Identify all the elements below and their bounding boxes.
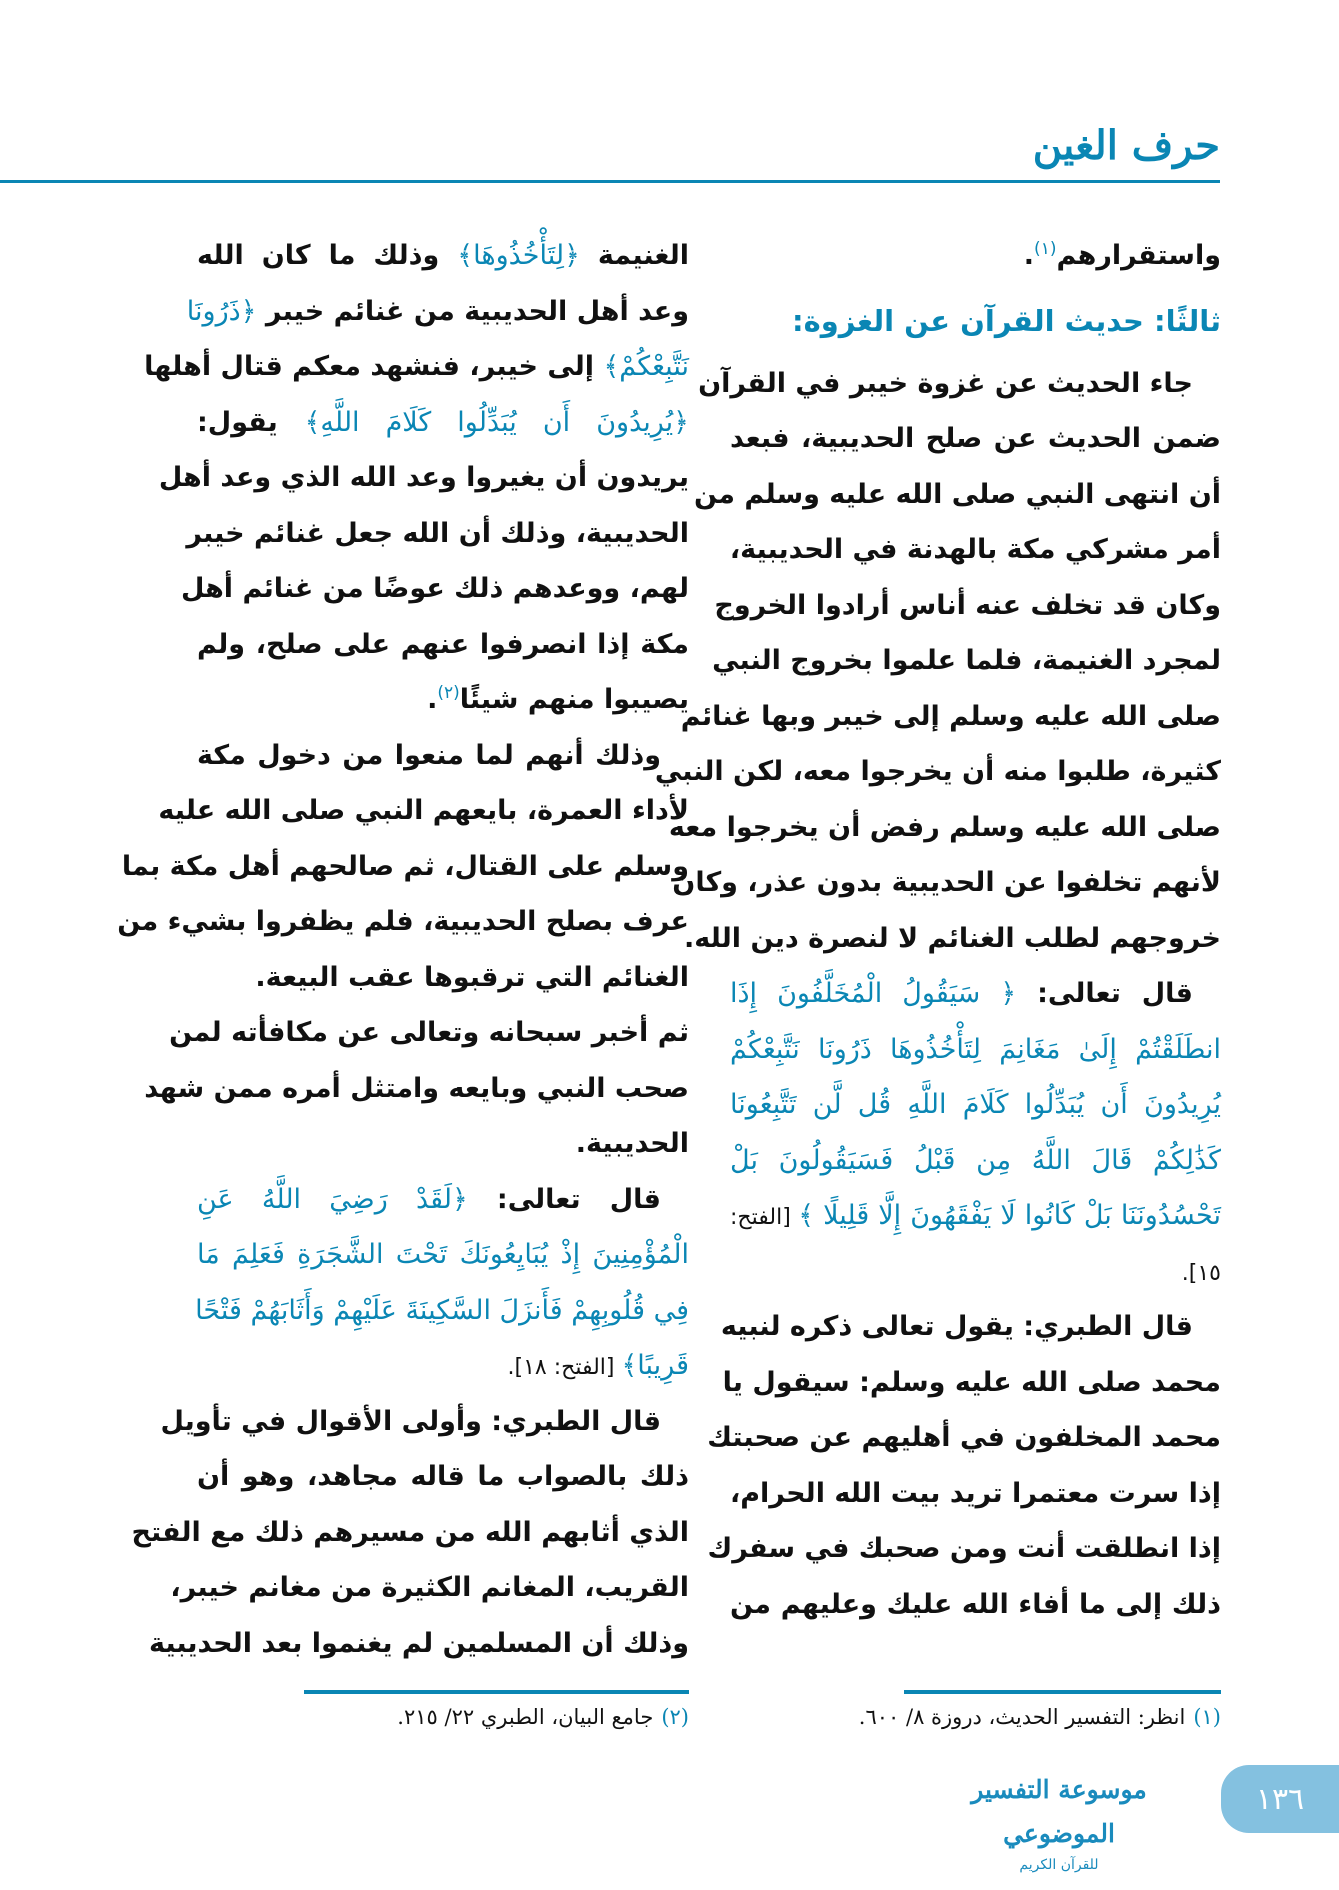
footnote-1 (859, 1705, 1221, 1729)
section-heading (730, 284, 1221, 351)
body-text: قال الطبري: وأولى الأقوال في تأويل (160, 1405, 661, 1437)
body-text: يصيبوا منهم شيئًا (459, 684, 689, 715)
text-line (169, 1005, 689, 1061)
text-line (158, 450, 689, 506)
body-text: ذلك إلى ما أفاء الله عليك وعليهم من (730, 1588, 1221, 1620)
quran-verse: الْمُؤْمِنِينَ إِذْ يُبَايِعُونَكَ تَحْتَ الشَّجَرَةِ فَعَلِمَ مَا (197, 1239, 689, 1270)
footnote-text: جامع البيان، الطبري ٢٢/ ٢١٥. (397, 1705, 654, 1729)
quran-verse: ﴿ذَرُونَا (186, 295, 257, 327)
text-line (693, 467, 1221, 523)
text-line (730, 1133, 1221, 1189)
body-text: يريدون أن يغيروا وعد الله الذي وعد أهل (158, 462, 689, 493)
quran-verse: ﴿لِتَأْخُذُوهَا﴾ (457, 240, 580, 271)
body-text: مكة إذا انصرفوا عنهم على صلح، ولم (197, 628, 689, 660)
body-text: قال تعالى: (467, 1183, 661, 1215)
text-line (158, 783, 689, 839)
body-text: وعد أهل الحديبية من غنائم خيبر (256, 295, 689, 327)
text-line (730, 1188, 1221, 1244)
body-text: . (427, 684, 438, 715)
quran-verse: قَرِيبًا﴾ (621, 1350, 689, 1381)
text-line (160, 1394, 689, 1450)
text-line (197, 950, 689, 1006)
text-line (186, 284, 689, 340)
text-line (707, 1410, 1221, 1466)
body-text: وذلك أنهم لما منعوا من دخول مكة (197, 739, 661, 771)
body-text: الحديبية، وذلك أن الله جعل غنائم خيبر (186, 517, 689, 549)
quran-verse: انطَلَقْتُمْ إِلَىٰ مَغَانِمَ لِتَأْخُذُوهَا ذَرُونَا نَتَّبِعْكُمْ (730, 1033, 1221, 1065)
body-text: الحديبية. (575, 1128, 689, 1159)
body-text: صحب النبي وبايعه وامتثل أمره ممن شهد (144, 1072, 689, 1104)
body-text: قال تعالى: (1016, 978, 1193, 1009)
body-text: ثالثًا: حديث القرآن عن الغزوة: (792, 303, 1221, 338)
body-text: خروجهم لطلب الغنائم لا لنصرة دين الله. (684, 922, 1221, 954)
text-line (197, 617, 689, 673)
body-text: لأنهم تخلفوا عن الحديبية بدون عذر، وكان (672, 867, 1221, 898)
footnote-marker: (١) (1034, 239, 1057, 259)
logo-subtitle: للقرآن الكريم (1019, 1857, 1099, 1873)
text-line (684, 911, 1221, 967)
body-text: وذلك أن المسلمين لم يغنموا بعد الحديبية (149, 1627, 689, 1659)
text-line (144, 1061, 689, 1117)
quran-verse: تَحْسُدُونَنَا بَلْ كَانُوا لَا يَفْقَهُونَ إِلَّا قَلِيلًا ﴾ (798, 1200, 1221, 1231)
text-line (197, 1449, 689, 1505)
text-line (180, 561, 689, 617)
footnote-number: (١) (1193, 1705, 1221, 1729)
body-text: وسلم على القتال، ثم صالحهم أهل مكة بما (121, 850, 689, 882)
body-text: قال الطبري: يقول تعالى ذكره لنبيه (720, 1311, 1193, 1342)
body-text: القريب، المغانم الكثيرة من مغانم خيبر، (170, 1572, 689, 1603)
text-line (730, 1077, 1221, 1133)
text-line (730, 1466, 1221, 1522)
left-column (117, 228, 689, 1671)
text-line (197, 1227, 689, 1283)
body-text: جاء الحديث عن غزوة خيبر في القرآن (698, 367, 1193, 399)
quran-verse: كَذَٰلِكُمْ قَالَ اللَّهُ مِن قَبْلُ فَسَيَقُولُونَ بَلْ (730, 1144, 1221, 1176)
footnote-marker: (٢) (437, 683, 460, 703)
page-number: ١٣٦ (1221, 1765, 1339, 1833)
text-line (730, 522, 1221, 578)
text-line (730, 1577, 1221, 1633)
body-text: محمد المخلفون في أهليهم عن صحبتك (707, 1422, 1221, 1453)
body-text: يقول: (197, 406, 305, 438)
quran-verse: فِي قُلُوبِهِمْ فَأَنزَلَ السَّكِينَةَ عَلَيْهِمْ وَأَثَابَهُمْ فَتْحًا (195, 1294, 689, 1326)
text-line (668, 800, 1221, 856)
text-line (197, 1172, 689, 1228)
quran-verse: يُرِيدُونَ أَن يُبَدِّلُوا كَلَامَ اللَّهِ قُل لَّن تَتَّبِعُونَا (730, 1089, 1221, 1120)
body-text: عرف بصلح الحديبية، فلم يظفروا بشيء من (117, 906, 689, 937)
quran-verse: نَتَّبِعْكُمْ﴾ (603, 351, 689, 382)
footnote-divider-right (904, 1690, 1221, 1694)
body-text: إذا سرت معتمرا تريد بيت الله الحرام، (730, 1477, 1221, 1509)
body-text: واستقرارهم (1056, 240, 1221, 271)
text-line (730, 228, 1221, 284)
body-text: إلى خيبر، فنشهد معكم قتال أهلها (144, 351, 604, 382)
body-text: إذا انطلقت أنت ومن صحبك في سفرك (707, 1533, 1221, 1564)
body-text: ثم أخبر سبحانه وتعالى عن مكافأته لمن (169, 1017, 689, 1048)
text-line (730, 411, 1221, 467)
text-line (654, 744, 1221, 800)
footnote-text: انظر: التفسير الحديث، دروزة ٨/ ٦٠٠. (858, 1705, 1186, 1729)
body-text: كثيرة، طلبوا منه أن يخرجوا معه، لكن النبي (654, 756, 1221, 787)
text-line (730, 966, 1221, 1022)
body-text: الغنيمة (579, 240, 689, 271)
body-text: الذي أثابهم الله من مسيرهم ذلك مع الفتح (131, 1516, 689, 1548)
text-line (121, 839, 689, 895)
text-line (117, 894, 689, 950)
verse-reference: [الفتح: ١٨]. (507, 1355, 622, 1380)
text-line (170, 1560, 689, 1616)
text-line (197, 1283, 689, 1339)
body-text: صلى الله عليه وسلم رفض أن يخرجوا معه (668, 811, 1221, 843)
text-line (197, 395, 689, 451)
body-text: لمجرد الغنيمة، فلما علموا بخروج النبي (712, 645, 1221, 676)
footnote-divider-left (304, 1690, 689, 1694)
text-line (722, 1355, 1221, 1411)
text-line (712, 633, 1221, 689)
footnote-2 (397, 1705, 689, 1729)
encyclopedia-logo (934, 1768, 1184, 1873)
body-text: ضمن الحديث عن صلح الحديبية، فبعد (730, 423, 1221, 454)
text-line (730, 1244, 1221, 1300)
body-text: الغنائم التي ترقبوها عقب البيعة. (255, 961, 689, 993)
body-text: صلى الله عليه وسلم إلى خيبر وبها غنائم (680, 700, 1221, 732)
text-line (714, 578, 1221, 634)
text-line (149, 1616, 689, 1672)
body-text: . (1023, 240, 1035, 271)
text-line (197, 1338, 689, 1394)
body-text: ذلك بالصواب ما قاله مجاهد، وهو أن (197, 1461, 689, 1492)
verse-reference: ١٥]. (1181, 1260, 1221, 1286)
footnote-number: (٢) (661, 1705, 689, 1729)
logo-title: موسوعة التفسير الموضوعي (971, 1775, 1147, 1848)
text-line (197, 672, 689, 728)
text-line (720, 1299, 1221, 1355)
body-text: وكان قد تخلف عنه أناس أرادوا الخروج (714, 589, 1221, 621)
text-line (131, 1505, 689, 1561)
verse-reference: [الفتح: (730, 1205, 799, 1230)
body-text: محمد صلى الله عليه وسلم: سيقول يا (722, 1366, 1221, 1398)
body-text: أمر مشركي مكة بالهدنة في الحديبية، (729, 534, 1221, 565)
body-text: وذلك ما كان الله (197, 240, 458, 271)
body-text: أن انتهى النبي صلى الله عليه وسلم من (693, 478, 1221, 510)
text-line (186, 506, 689, 562)
body-text: لهم، ووعدهم ذلك عوضًا من غنائم أهل (180, 573, 689, 604)
text-line (197, 228, 689, 284)
text-line (730, 1022, 1221, 1078)
text-line (707, 1521, 1221, 1577)
text-line (197, 1116, 689, 1172)
quran-verse: ﴿لَقَدْ رَضِيَ اللَّهُ عَنِ (197, 1183, 468, 1215)
text-line (197, 728, 689, 784)
body-text: لأداء العمرة، بايعهم النبي صلى الله عليه (158, 795, 689, 826)
header-divider (0, 180, 1220, 183)
text-line (144, 339, 689, 395)
quran-verse: ﴿يُرِيدُونَ أَن يُبَدِّلُوا كَلَامَ اللَّهِ﴾ (304, 406, 689, 438)
quran-verse: ﴿ سَيَقُولُ الْمُخَلَّفُونَ إِذَا (730, 978, 1017, 1009)
text-line (698, 356, 1221, 412)
text-line (680, 689, 1221, 745)
chapter-title: حرف الغين (1032, 122, 1220, 169)
text-line (672, 855, 1221, 911)
